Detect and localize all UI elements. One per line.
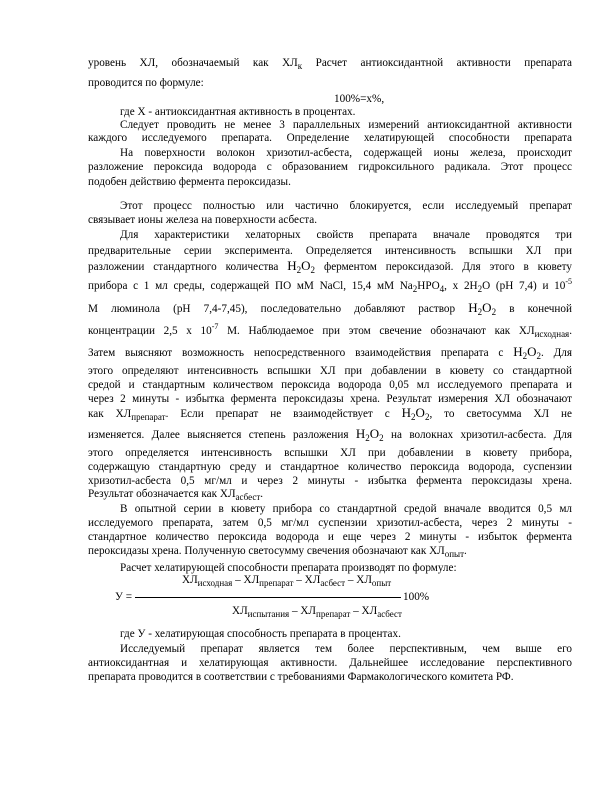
- text-line: подобен действию фермента пероксидазы.: [88, 176, 291, 188]
- text-line: Результат обозначается как $ХЛ_{асбест}$.: [88, 488, 264, 502]
- text-line: этого определяется интенсивность вспышки ХЛ при добавлении в кювету прибора,: [88, 447, 572, 459]
- formula-numerator: $ХЛ_{исходная} - ХЛ_{препарат} - ХЛ_{асбест} - ХЛ_{опыт}$: [182, 574, 392, 588]
- formula-percent: 100%: [403, 591, 430, 603]
- text-line: предварительные серии эксперимента. Определяется интенсивность вспышки ХЛ при: [88, 245, 572, 257]
- text-line: содержащую стандартную среду и стандартное количество пероксида водорода, суспензии: [88, 461, 572, 473]
- formula-denominator: $ХЛ_{испытания} - ХЛ_{препарат} - ХЛ_{асбест}$: [232, 605, 402, 619]
- text-line: уровень ХЛ, обозначаемый как $ХЛ_к$ Расчет антиоксидантной активности препарата: [88, 57, 572, 71]
- text-line: пероксидазы хрена. Полученную светосумму свечения обозначают как $ХЛ_{опыт}$.: [88, 545, 467, 559]
- text-line: разложении стандартного количества $H_2O_2$ ферментом пероксидазой. Для этого в кювету: [88, 258, 572, 275]
- text-line: стандартное количество пероксида водорода и еще через 2 минуты - избыток фермента: [88, 531, 572, 543]
- text-line: где Х - антиоксидантная активность в процентах.: [120, 106, 356, 118]
- text-line: Исследуемый препарат является тем более перспективным, чем выше его: [120, 643, 572, 655]
- text-line: где У - хелатирующая способность препарата в процентах.: [120, 628, 401, 640]
- text-line: На поверхности волокон хризотил-асбеста, содержащей ионы железа, происходит: [120, 147, 572, 159]
- text-line: В опытной серии в кювету прибора со стандартной средой вначале вводится 0,5 мл: [120, 503, 572, 515]
- formula-lhs: У =: [115, 591, 133, 603]
- text-line: изменяется. Далее выясняется степень разложения $H_2O_2$ на волокнах хризотил-асбеста. Для: [88, 426, 572, 443]
- text-line: препарата проводится в соответствии с требованиями Фармакологического комитета РФ.: [88, 671, 514, 683]
- text-line: исследуемого препарата, затем 0,5 мг/мл суспензии хризотил-асбеста, через 2 минуты -: [88, 517, 572, 529]
- text-line: каждого исследуемого препарата. Определение хелатирующей способности препарата: [88, 132, 572, 144]
- formula-antioxidant: 100%=х%,: [334, 93, 385, 105]
- text-line: М люминола (pH 7,4-7,45), последовательно добавляют раствор $H_2O_2$ в конечной: [88, 300, 572, 317]
- text-line: Расчет хелатирующей способности препарата производят по формуле:: [120, 562, 457, 574]
- fraction-bar: [135, 597, 401, 598]
- text-line: хризотил-асбеста 0,5 мг/мл и через 2 минуты - избытка фермента пероксидазы хрена.: [88, 475, 572, 487]
- text-line: связывает ионы железа на поверхности асбеста.: [88, 214, 318, 226]
- text-line: Следует проводить не менее 3 параллельных измерений антиоксидантной активности: [120, 119, 572, 131]
- text-line: антиоксидантная и хелатирующая активности. Дальнейшее исследование перспективного: [88, 657, 572, 669]
- text-line: средой и стандартным количеством пероксида водорода 0,05 мл исследуемого препарата и: [88, 379, 572, 391]
- text-line: этого определяют интенсивность вспышки ХЛ при добавлении в кювету со стандартной: [88, 365, 572, 377]
- text-line: как $ХЛ_{препарат}$. Если препарат не взаимодействует с $H_2O_2$, то светосумма ХЛ не: [88, 405, 572, 422]
- text-line: разложение пероксида водорода с образованием гидроксильного радикала. Этот процесс: [88, 161, 572, 173]
- text-line: концентрации 2,5 х $10^{-7}$ М. Наблюдаемое при этом свечение обозначают как $ХЛ_{исходная}$.: [88, 322, 572, 339]
- text-line: Затем выясняют возможность непосредственного взаимодействия препарата с $H_2O_2$. Для: [88, 344, 572, 361]
- text-line: Для характеристики хелаторных свойств препарата вначале проводятся три: [120, 229, 572, 241]
- text-line: через 2 минуты - избытка фермента пероксидазы хрена. Результат измерения ХЛ обозначают: [88, 393, 572, 405]
- text-line: Этот процесс полностью или частично блокируется, если исследуемый препарат: [120, 200, 572, 212]
- text-line: проводится по формуле:: [88, 77, 204, 89]
- text-line: прибора с 1 мл среды, содержащей ПО мМ NaCl, 15,4 мМ $Na_2HPO_4$, х $2H_2O$ (pH 7,4) и $10^{-5}$: [88, 277, 572, 294]
